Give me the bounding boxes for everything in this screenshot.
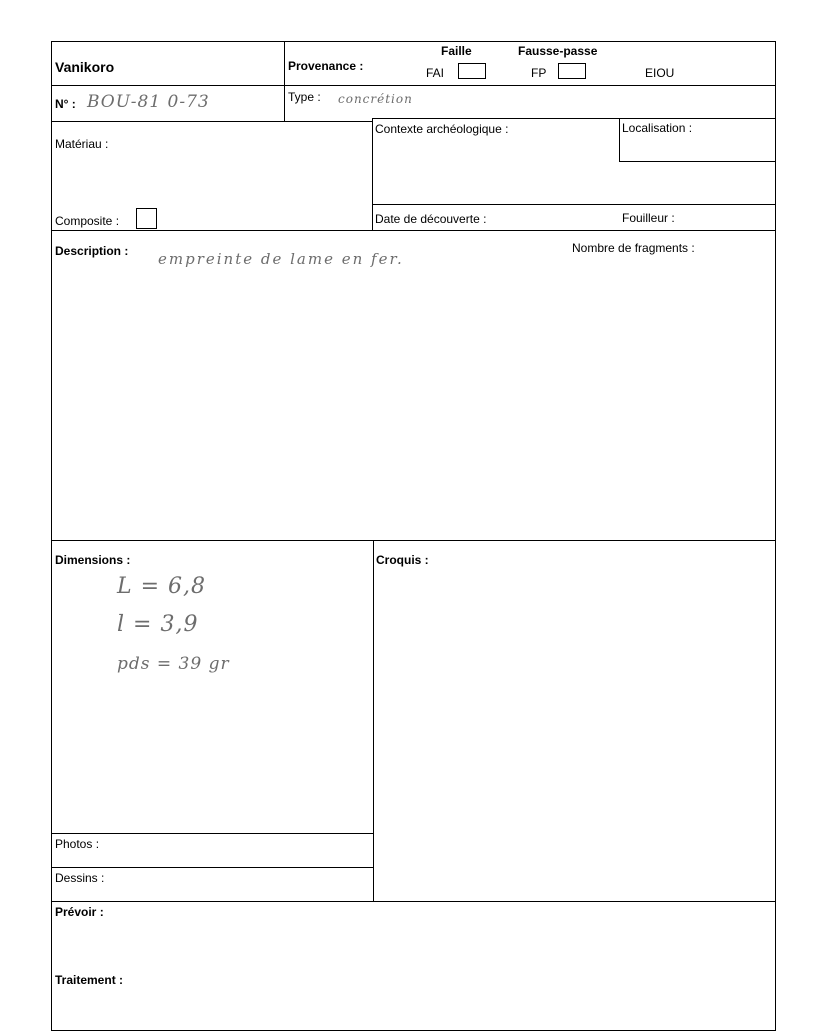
localisation-label: Localisation : bbox=[622, 121, 693, 135]
croquis-divider bbox=[373, 540, 374, 902]
photos-label: Photos : bbox=[55, 837, 100, 851]
faille-label: Faille bbox=[441, 44, 472, 58]
materiau-divider bbox=[372, 118, 373, 230]
prevoir-top-line bbox=[51, 901, 776, 902]
fouilleur-label: Fouilleur : bbox=[622, 211, 675, 225]
dimension-width[interactable]: l = 3,9 bbox=[117, 612, 199, 637]
dimension-length[interactable]: L = 6,8 bbox=[117, 574, 207, 599]
composite-checkbox[interactable] bbox=[136, 208, 157, 229]
fai-label: FAI bbox=[426, 66, 445, 80]
fp-checkbox[interactable] bbox=[558, 63, 586, 79]
record-sheet-frame bbox=[51, 41, 776, 1031]
fp-label: FP bbox=[531, 66, 547, 80]
traitement-label: Traitement : bbox=[55, 973, 124, 987]
number-label: N° : bbox=[55, 97, 76, 111]
description-top-line bbox=[51, 230, 776, 231]
eiou-label: EIOU bbox=[645, 66, 675, 80]
photos-top-line bbox=[51, 833, 373, 834]
type-label: Type : bbox=[288, 90, 321, 104]
dimensions-label: Dimensions : bbox=[55, 553, 131, 567]
dessins-top-line bbox=[51, 867, 373, 868]
date-row-top-line bbox=[372, 204, 776, 205]
croquis-label: Croquis : bbox=[376, 553, 429, 567]
type-value[interactable]: concrétion bbox=[338, 92, 413, 106]
dimension-weight[interactable]: pds = 39 gr bbox=[117, 654, 230, 674]
number-row-bottom-line bbox=[51, 121, 372, 122]
number-value[interactable]: BOU-81 0-73 bbox=[87, 92, 210, 112]
provenance-label: Provenance : bbox=[288, 59, 364, 73]
localisation-bottom-line bbox=[619, 161, 776, 162]
fausse-passe-label: Fausse-passe bbox=[518, 44, 598, 58]
composite-label: Composite : bbox=[55, 214, 120, 228]
date-label: Date de découverte : bbox=[375, 212, 487, 226]
materiau-label: Matériau : bbox=[55, 137, 109, 151]
fragments-label: Nombre de fragments : bbox=[572, 241, 695, 255]
provenance-divider bbox=[284, 41, 285, 122]
prevoir-label: Prévoir : bbox=[55, 905, 104, 919]
header-bottom-line bbox=[51, 85, 776, 86]
description-value[interactable]: empreinte de lame en fer. bbox=[158, 250, 404, 268]
site-name: Vanikoro bbox=[55, 59, 115, 75]
localisation-divider bbox=[619, 118, 620, 161]
fai-checkbox[interactable] bbox=[458, 63, 486, 79]
type-row-bottom-line bbox=[372, 118, 776, 119]
contexte-label: Contexte archéologique : bbox=[375, 122, 509, 136]
description-label: Description : bbox=[55, 244, 129, 258]
dessins-label: Dessins : bbox=[55, 871, 105, 885]
dimensions-top-line bbox=[51, 540, 776, 541]
